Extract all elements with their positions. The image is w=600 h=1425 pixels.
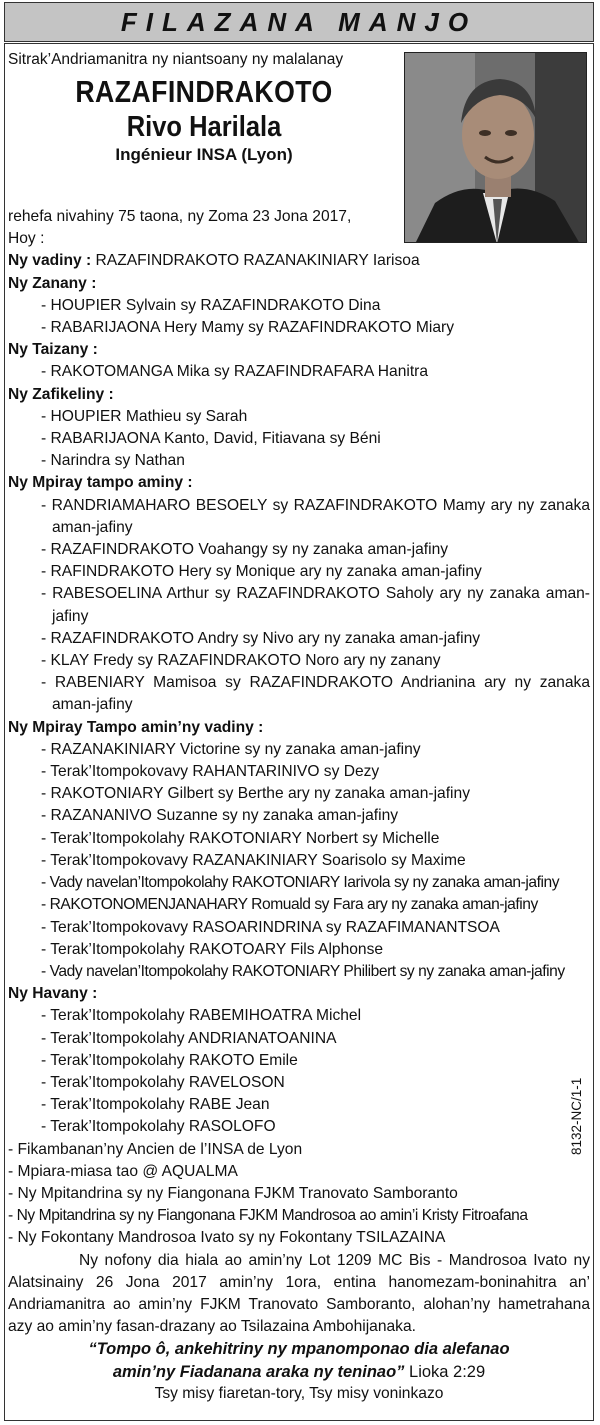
list-item: - RAZAFINDRAKOTO Andry sy Nivo ary ny zanaka aman-jafiny: [41, 629, 481, 647]
verse-text: amin’ny Fiadanana araka ny teninao”: [112, 1362, 405, 1381]
list-item: - Terak’Itompokolahy RAKOTOARY Fils Alphonse: [41, 940, 384, 958]
list-item: - Vady navelan’Itompokolahy RAKOTONIARY Philibert sy ny zanaka aman-jafiny: [41, 962, 565, 980]
deceased-header: [8, 50, 400, 166]
spouse-siblings-label: Ny Mpiray Tampo amin’ny vadiny :: [8, 718, 264, 736]
organization-item: - Ny Mpitandrina sy ny Fiangonana FJKM Mandrosoa ao amin’i Kristy Fitroafana: [8, 1207, 528, 1225]
list-item: - HOUPIER Mathieu sy Sarah: [41, 407, 248, 425]
list-item: - KLAY Fredy sy RAZAFINDRAKOTO Noro ary ny zanany: [41, 652, 441, 670]
death-line: rehefa nivahiny 75 taona, ny Zoma 23 Jona 2017,: [8, 208, 352, 225]
list-item: - Vady navelan’Itompokolahy RAKOTONIARY Iarivola sy ny zanaka aman-jafiny: [41, 874, 560, 892]
funeral-paragraph: Ny nofony dia hiala ao amin’ny Lot 1209 MC Bis - Mandrosoa Ivato ny Alatsinainy 26 Jona 2017 amin’ny 1ora, entina hanomezam-boninahitra an’ Andriamanitra ao amin’ny FJKM Tranovato Samboranto, alohan’ny hametrahana azy ao amin’ny fasan-drazany ao Tsilazaina Ambohijanaka.: [8, 1251, 590, 1336]
organization-item: - Ny Mpitandrina sy ny Fiangonana FJKM Tranovato Samboranto: [8, 1184, 458, 1202]
list-item: - Terak’Itompokolahy RAKOTO Emile: [41, 1051, 298, 1069]
masthead-title: FILAZANA MANJO: [120, 6, 478, 37]
list-item: - Terak’Itompokolahy RAKOTONIARY Norbert sy Michelle: [41, 829, 440, 847]
list-item: - Terak’Itompokolahy RAVELOSON: [41, 1073, 285, 1091]
spouse-line: [8, 250, 590, 272]
children-label: Ny Zanany :: [8, 274, 97, 292]
siblings-in-law-label: Ny Taizany :: [8, 341, 98, 359]
list-item: - Terak’Itompokolahy ANDRIANATOANINA: [41, 1029, 337, 1047]
list-item: - RAZAFINDRAKOTO Voahangy sy ny zanaka aman-jafiny: [41, 541, 449, 559]
list-item: - Terak’Itompokolahy RABEMIHOATRA Michel: [41, 1007, 362, 1025]
intro-line: Sitrak’Andriamanitra ny niantsoany ny malalanay: [8, 51, 344, 68]
list-item: - RAKOTOMANGA Mika sy RAZAFINDRAFARA Hanitra: [41, 363, 429, 381]
deceased-surname: RAZAFINDRAKOTO: [75, 74, 333, 109]
verse-reference: Lioka 2:29: [404, 1362, 486, 1381]
verse-line-2: [8, 1361, 590, 1383]
closing-line: Tsy misy fiaretan-tory, Tsy misy voninkazo: [154, 1384, 444, 1402]
deceased-title: Ingénieur INSA (Lyon): [115, 145, 293, 164]
list-item: - RAKOTONOMENJANAHARY Romuald sy Fara ary ny zanaka aman-jafiny: [41, 896, 538, 914]
organization-item: - Ny Fokontany Mandrosoa Ivato sy ny Fokontany TSILAZAINA: [8, 1229, 446, 1247]
list-item: - RAFINDRAKOTO Hery sy Monique ary ny zanaka aman-jafiny: [41, 563, 482, 581]
hoy-line: Hoy :: [8, 230, 45, 248]
list-item: - RAKOTONIARY Gilbert sy Berthe ary ny zanaka aman-jafiny: [41, 785, 470, 803]
list-item: - Terak’Itompokolahy RASOLOFO: [41, 1118, 276, 1136]
organization-item: - Mpiara-miasa tao @ AQUALMA: [8, 1162, 238, 1180]
list-item: - Terak’Itompokovavy RAZANAKINIARY Soarisolo sy Maxime: [41, 851, 466, 869]
list-item: - RANDRIAMAHARO BESOELY sy RAZAFINDRAKOTO Mamy ary ny zanaka aman-jafiny: [41, 496, 590, 536]
organization-item: - Fikambanan’ny Ancien de l’INSA de Lyon: [8, 1140, 303, 1158]
own-siblings-label: Ny Mpiray tampo aminy :: [8, 474, 193, 492]
verse-line-1: “Tompo ô, ankehitriny ny mpanomponao dia alefanao: [88, 1340, 510, 1359]
list-item: - Terak’Itompokolahy RABE Jean: [41, 1096, 270, 1114]
grandchildren-label: Ny Zafikeliny :: [8, 385, 114, 403]
list-item: - Narindra sy Nathan: [41, 452, 185, 470]
spouse-label: Ny vadiny :: [8, 252, 92, 270]
list-item: - RABENIARY Mamisoa sy RAZAFINDRAKOTO Andrianina ary ny zanaka aman-jafiny: [41, 674, 590, 714]
list-item: - RABARIJAONA Hery Mamy sy RAZAFINDRAKOTO Miary: [41, 319, 454, 337]
list-item: - RABARIJAONA Kanto, David, Fitiavana sy Béni: [41, 430, 381, 448]
list-item: - RAZANANIVO Suzanne sy ny zanaka aman-jafiny: [41, 807, 399, 825]
deceased-given-names: Rivo Harilala: [126, 111, 282, 143]
list-item: - Terak’Itompokovavy RAHANTARINIVO sy Dezy: [41, 763, 380, 781]
list-item: - Terak’Itompokovavy RASOARINDRINA sy RAZAFIMANANTSOA: [41, 918, 500, 936]
spouse-name: RAZAFINDRAKOTO RAZANAKINIARY Iarisoa: [95, 252, 420, 270]
masthead: [4, 2, 594, 42]
relatives-label: Ny Havany :: [8, 985, 98, 1003]
list-item: - HOUPIER Sylvain sy RAZAFINDRAKOTO Dina: [41, 296, 381, 314]
notice-body: [8, 206, 590, 1405]
list-item: - RAZANAKINIARY Victorine sy ny zanaka aman-jafiny: [41, 740, 421, 758]
reference-code: 8132-NC/1-1: [569, 1077, 584, 1155]
list-item: - RABESOELINA Arthur sy RAZAFINDRAKOTO Saholy ary ny zanaka aman-jafiny: [41, 585, 590, 625]
